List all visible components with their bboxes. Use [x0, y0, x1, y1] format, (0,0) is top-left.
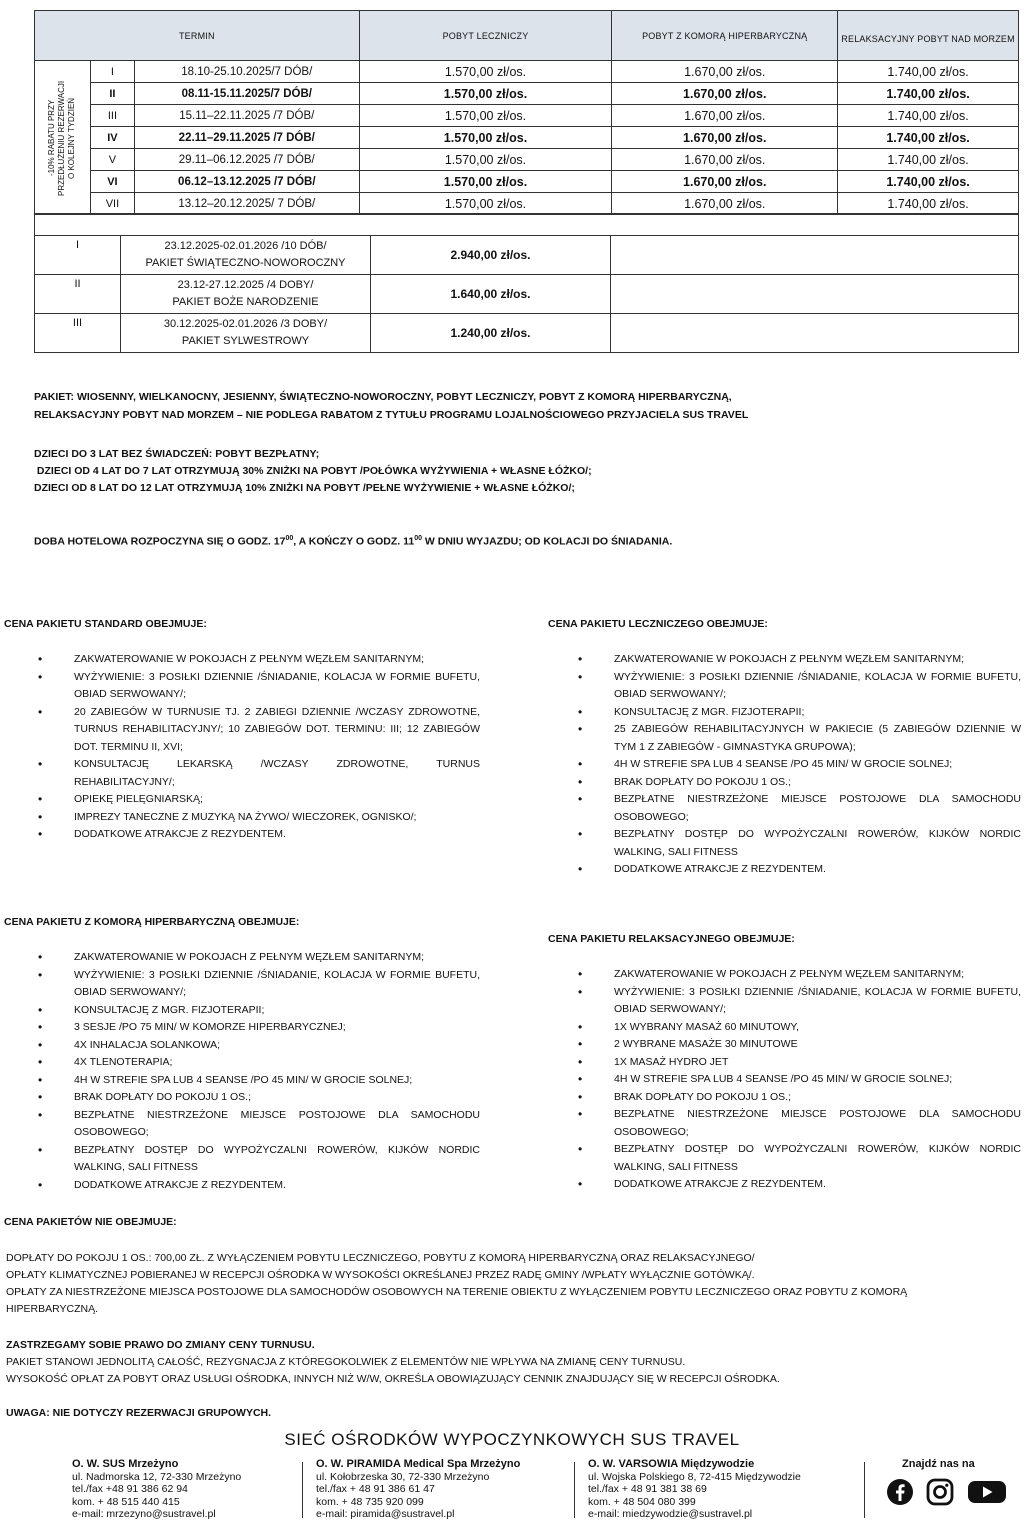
list-item: • BEZPŁATNY DOSTĘP DO WYPOŻYCZALNI ROWERÓW, KIJKÓW NORDIC WALKING, SALI FITNESS — [38, 1142, 480, 1177]
list-item: • BRAK DOPŁATY DO POKOJU 1 OS.; — [578, 774, 1021, 792]
row-term: 15.11–22.11.2025 /7 DÓB/ — [134, 105, 359, 127]
list-item: • KONSULTACJĘ LEKARSKĄ /WCZASY ZDROWOTNE, TURNUS REHABILITACYJNY/; — [38, 756, 480, 791]
row-number: VI — [90, 171, 134, 193]
price-relax: 1.740,00 zł/os. — [838, 193, 1019, 215]
list-item: • 25 ZABIEGÓW REHABILITACYJNYCH W PAKIECIE (5 ZABIEGÓW DZIENNIE W TYM 1 Z ZABIEGÓW - GIMNASTYKA GRUPOWA); — [578, 721, 1021, 756]
holiday-table — [34, 213, 1019, 353]
row-number: III — [90, 105, 134, 127]
header-termin: TERMIN — [35, 11, 360, 61]
price-relax: 1.740,00 zł/os. — [838, 171, 1019, 193]
spacer-row — [35, 214, 1019, 236]
row-term: 06.12–13.12.2025 /7 DÓB/ — [134, 171, 359, 193]
youtube-icon[interactable] — [967, 1478, 1007, 1506]
address-varsowia — [588, 1458, 801, 1521]
footer-title: SIEĆ OŚRODKÓW WYPOCZYNKOWYCH SUS TRAVEL — [284, 1430, 740, 1449]
list-item: • 20 ZABIEGÓW W TURNUSIE TJ. 2 ZABIEGI DZIENNIE /WCZASY ZDROWOTNE, TURNUS REHABILITACYJNY/; 10 ZABIEGÓW DOT. TERMINU: III; 12 ZABIEGÓW DOT. TERMINU II, XVI; — [38, 704, 480, 757]
row-number: III — [35, 314, 121, 353]
header-relax: RELAKSACYJNY POBYT NAD MORZEM — [838, 11, 1019, 61]
table-row — [35, 105, 1019, 127]
kids-note-1: DZIECI DO 3 LAT BEZ ŚWIADCZEŃ: POBYT BEZPŁATNY; — [34, 448, 320, 460]
hotel-day-note — [34, 530, 672, 551]
medical-list — [578, 651, 1021, 879]
address-piramida — [316, 1458, 520, 1521]
address-name: O. W. SUS Mrzeżyno — [72, 1458, 179, 1470]
price-medical: 1.570,00 zł/os. — [359, 127, 612, 149]
package-price: 1.240,00 zł/os. — [371, 314, 611, 353]
list-item: • ZAKWATEROWANIE W POKOJACH Z PEŁNYM WĘZŁEM SANITARNYM; — [578, 966, 1021, 984]
footer-divider — [302, 1462, 303, 1518]
row-term: 18.10-25.10.2025/7 DÓB/ — [134, 61, 359, 83]
footer-divider — [574, 1462, 575, 1518]
list-item: • ZAKWATEROWANIE W POKOJACH Z PEŁNYM WĘZŁEM SANITARNYM; — [578, 651, 1021, 669]
address-lines: ul. Wojska Polskiego 8, 72-415 Międzywodzie tel./fax + 48 91 381 38 69 kom. + 48 504 080 399 e-mail: miedzywodzie@sustravel.pl — [588, 1470, 801, 1520]
package-price: 2.940,00 zł/os. — [371, 236, 611, 275]
list-item: • OPIEKĘ PIELĘGNIARSKĄ; — [38, 791, 480, 809]
term-package: PAKIET BOŻE NARODZENIE — [172, 296, 319, 308]
list-item: • WYŻYWIENIE: 3 POSIŁKI DZIENNIE /ŚNIADANIE, KOLACJA W FORMIE BUFETU, OBIAD SERWOWANY/; — [38, 967, 480, 1002]
hotel-note-part: W DNIU WYJAZDU; OD KOLACJI DO ŚNIADANIA. — [422, 535, 673, 548]
address-lines: ul. Nadmorska 12, 72-330 Mrzeżyno tel./fax +48 91 386 62 94 kom. + 48 515 440 415 e-mail: mrzezyno@sustravel.pl — [72, 1470, 242, 1520]
header-medical: POBYT LECZNICZY — [359, 11, 612, 61]
list-item: • 4X TLENOTERAPIA; — [38, 1054, 480, 1072]
list-item: • 4H W STREFIE SPA LUB 4 SEANSE /PO 45 MIN/ W GROCIE SOLNEJ; — [38, 1072, 480, 1090]
address-name: O. W. VARSOWIA Międzywodzie — [588, 1458, 755, 1470]
price-relax: 1.740,00 zł/os. — [838, 83, 1019, 105]
row-term — [121, 275, 371, 314]
facebook-icon[interactable] — [886, 1478, 914, 1506]
list-item: • KONSULTACJĘ Z MGR. FIZJOTERAPII; — [38, 1002, 480, 1020]
excluded-title: CENA PAKIETÓW NIE OBEJMUJE: — [4, 1216, 177, 1228]
table-row — [35, 171, 1019, 193]
list-item: • 1X MASAŻ HYDRO JET — [578, 1054, 1021, 1072]
price-hyperbaric: 1.670,00 zł/os. — [612, 171, 838, 193]
excluded-text: DOPŁATY DO POKOJU 1 OS.: 700,00 ZŁ. Z WYŁĄCZENIEM POBYTU LECZNICZEGO, POBYTU Z KOMORĄ HIPERBARYCZNĄ ORAZ RELAKSACYJNEGO/ OPŁATY KLIMATYCZNEJ POBIERANEJ W RECEPCJI OŚRODKA W WYSOKOŚCI OKREŚLANEJ PRZEZ RADĘ GMINY /WPŁATY WYŁĄCZNIE GOTÓWKĄ/. OPŁATY ZA NIESTRZEŻONE MIEJSCA POSTOJOWE DLA SAMOCHODÓW OSOBOWYCH NA TERENIE OBIEKTU Z WYŁĄCZENIEM POBYTU LECZNICZEGO ORAZ POBYTU Z KOMORĄ HIPERBARYCZNĄ. — [6, 1252, 908, 1315]
spacer-cell — [35, 214, 1019, 236]
relax-list — [578, 966, 1021, 1194]
term-dates: 30.12.2025-02.01.2026 /3 DOBY/ — [163, 318, 328, 330]
instagram-icon[interactable] — [926, 1478, 954, 1506]
list-item: • 4H W STREFIE SPA LUB 4 SEANSE /PO 45 MIN/ W GROCIE SOLNEJ; — [578, 756, 1021, 774]
price-medical: 1.570,00 zł/os. — [359, 149, 612, 171]
discount-side-label-cell — [35, 61, 91, 215]
list-item: • BEZPŁATNE NIESTRZEŻONE MIEJSCE POSTOJOWE DLA SAMOCHODU OSOBOWEGO; — [38, 1107, 480, 1142]
list-item: • 1X WYBRANY MASAŻ 60 MINUTOWY, — [578, 1019, 1021, 1037]
list-item: • DODATKOWE ATRAKCJE Z REZYDENTEM. — [578, 1176, 1021, 1194]
table-row — [35, 127, 1019, 149]
list-item: • 3 SESJE /PO 75 MIN/ W KOMORZE HIPERBARYCZNEJ; — [38, 1019, 480, 1037]
list-item: • BRAK DOPŁATY DO POKOJU 1 OS.; — [38, 1089, 480, 1107]
list-item: • DODATKOWE ATRAKCJE Z REZYDENTEM. — [38, 1177, 480, 1195]
list-item: • BEZPŁATNY DOSTĘP DO WYPOŻYCZALNI ROWERÓW, KIJKÓW NORDIC WALKING, SALI FITNESS — [578, 1141, 1021, 1176]
group-warning: UWAGA: NIE DOTYCZY REZERWACJI GRUPOWYCH. — [6, 1407, 272, 1419]
list-item: • IMPREZY TANECZNE Z MUZYKĄ NA ŻYWO/ WIECZOREK, OGNISKO/; — [38, 809, 480, 827]
price-medical: 1.570,00 zł/os. — [359, 171, 612, 193]
header-hyperbaric: POBYT Z KOMORĄ HIPERBARYCZNĄ — [612, 11, 838, 61]
list-item: • 4X INHALACJA SOLANKOWA; — [38, 1037, 480, 1055]
price-relax: 1.740,00 zł/os. — [838, 105, 1019, 127]
footer-divider — [864, 1462, 865, 1518]
package-conditions: PAKIET STANOWI JEDNOLITĄ CAŁOŚĆ, REZYGNACJA Z KTÓREGOKOLWIEK Z ELEMENTÓW NIE WPŁYWA NA ZMIANĘ CENY TURNUSU. WYSOKOŚĆ OPŁAT ZA POBYT ORAZ USŁUGI OŚRODKA, INNYCH NIŻ W/W, OKREŚLA OBOWIĄZUJĄCY CENNIK ZNAJDUJĄCY SIĘ W RECEPCJI OŚRODKA. — [6, 1356, 780, 1385]
row-number: V — [90, 149, 134, 171]
list-item: • KONSULTACJĘ Z MGR. FIZJOTERAPII; — [578, 704, 1021, 722]
price-relax: 1.740,00 zł/os. — [838, 149, 1019, 171]
price-hyperbaric: 1.670,00 zł/os. — [612, 61, 838, 83]
price-medical: 1.570,00 zł/os. — [359, 193, 612, 215]
kids-note-2: DZIECI OD 4 LAT DO 7 LAT OTRZYMUJĄ 30% ZNIŻKI NA POBYT /POŁÓWKA WYŻYWIENIA + WŁASNE ŁÓŻKO/; — [34, 465, 592, 477]
list-item: • BEZPŁATNE NIESTRZEŻONE MIEJSCE POSTOJOWE DLA SAMOCHODU OSOBOWEGO; — [578, 1106, 1021, 1141]
empty-cell — [611, 314, 1019, 353]
hotel-note-sup: 00 — [414, 535, 422, 542]
discount-side-label: -10% RABATU PRZY PRZEDŁUŻENIU REZERWACJI O KOLEJNY TYDZIEŃ — [47, 79, 77, 196]
list-item: • WYŻYWIENIE: 3 POSIŁKI DZIENNIE /ŚNIADANIE, KOLACJA W FORMIE BUFETU, OBIAD SERWOWANY/; — [578, 984, 1021, 1019]
list-item: • ZAKWATEROWANIE W POKOJACH Z PEŁNYM WĘZŁEM SANITARNYM; — [38, 651, 480, 669]
list-item: • WYŻYWIENIE: 3 POSIŁKI DZIENNIE /ŚNIADANIE, KOLACJA W FORMIE BUFETU, OBIAD SERWOWANY/; — [578, 669, 1021, 704]
row-number: II — [35, 275, 121, 314]
table-row — [35, 314, 1019, 353]
standard-list — [38, 651, 480, 844]
price-table — [34, 10, 1019, 215]
list-item: • ZAKWATEROWANIE W POKOJACH Z PEŁNYM WĘZŁEM SANITARNYM; — [38, 949, 480, 967]
list-item: • 4H W STREFIE SPA LUB 4 SEANSE /PO 45 MIN/ W GROCIE SOLNEJ; — [578, 1071, 1021, 1089]
table-row — [35, 61, 1019, 83]
hotel-note-sup: 00 — [285, 535, 294, 542]
price-relax: 1.740,00 zł/os. — [838, 127, 1019, 149]
price-hyperbaric: 1.670,00 zł/os. — [612, 193, 838, 215]
address-lines: ul. Kołobrzeska 30, 72-330 Mrzeżyno tel./fax + 48 91 386 61 47 kom. + 48 735 920 099 e-mail: piramida@sustravel.pl — [316, 1470, 490, 1520]
row-term — [121, 236, 371, 275]
table-row — [35, 275, 1019, 314]
table-row — [35, 83, 1019, 105]
table-header-row — [35, 11, 1019, 61]
list-item: • BEZPŁATNY DOSTĘP DO WYPOŻYCZALNI ROWERÓW, KIJKÓW NORDIC WALKING, SALI FITNESS — [578, 826, 1021, 861]
loyalty-note: PAKIET: WIOSENNY, WIELKANOCNY, JESIENNY, ŚWIĄTECZNO-NOWOROCZNY, POBYT LECZNICZY, POBYT Z KOMORĄ HIPERBARYCZNĄ, RELAKSACYJNY POBYT NAD MORZEM – NIE PODLEGA RABATOM Z TYTUŁU PROGRAMU LOJALNOŚCIOWEGO PRZYJACIELA SUS TRAVEL — [34, 391, 749, 421]
row-number: I — [35, 236, 121, 275]
hyperbaric-title: CENA PAKIETU Z KOMORĄ HIPERBARYCZNĄ OBEJMUJE: — [4, 916, 300, 928]
price-medical: 1.570,00 zł/os. — [359, 83, 612, 105]
address-name: O. W. PIRAMIDA Medical Spa Mrzeżyno — [316, 1458, 521, 1470]
list-item: • BEZPŁATNE NIESTRZEŻONE MIEJSCE POSTOJOWE DLA SAMOCHODU OSOBOWEGO; — [578, 791, 1021, 826]
standard-title: CENA PAKIETU STANDARD OBEJMUJE: — [4, 618, 207, 630]
hotel-note-part: DOBA HOTELOWA ROZPOCZYNA SIĘ O GODZ. 17 — [34, 535, 286, 548]
hyperbaric-list — [38, 949, 480, 1194]
empty-cell — [611, 275, 1019, 314]
row-number: II — [90, 83, 134, 105]
social-label: Znajdź nas na — [902, 1458, 975, 1470]
row-term: 22.11–29.11.2025 /7 DÓB/ — [134, 127, 359, 149]
term-package: PAKIET SYLWESTROWY — [181, 335, 310, 347]
table-row — [35, 149, 1019, 171]
row-number: I — [90, 61, 134, 83]
price-hyperbaric: 1.670,00 zł/os. — [612, 127, 838, 149]
hotel-note-part: , A KOŃCZY O GODZ. 11 — [293, 535, 415, 548]
medical-title: CENA PAKIETU LECZNICZEGO OBEJMUJE: — [548, 618, 768, 630]
row-number: IV — [90, 127, 134, 149]
list-item: • BRAK DOPŁATY DO POKOJU 1 OS.; — [578, 1089, 1021, 1107]
address-sus — [72, 1458, 241, 1521]
price-medical: 1.570,00 zł/os. — [359, 61, 612, 83]
list-item: • DODATKOWE ATRAKCJE Z REZYDENTEM. — [38, 826, 480, 844]
price-relax: 1.740,00 zł/os. — [838, 61, 1019, 83]
price-hyperbaric: 1.670,00 zł/os. — [612, 105, 838, 127]
list-item: • WYŻYWIENIE: 3 POSIŁKI DZIENNIE /ŚNIADANIE, KOLACJA W FORMIE BUFETU, OBIAD SERWOWANY/; — [38, 669, 480, 704]
term-dates: 23.12.2025-02.01.2026 /10 DÓB/ — [164, 240, 327, 252]
list-item: • DODATKOWE ATRAKCJE Z REZYDENTEM. — [578, 861, 1021, 879]
price-medical: 1.570,00 zł/os. — [359, 105, 612, 127]
package-price: 1.640,00 zł/os. — [371, 275, 611, 314]
list-item: • 2 WYBRANE MASAŻE 30 MINUTOWE — [578, 1036, 1021, 1054]
relax-title: CENA PAKIETU RELAKSACYJNEGO OBEJMUJE: — [548, 933, 795, 945]
empty-cell — [611, 236, 1019, 275]
table-row — [35, 193, 1019, 215]
kids-note-3: DZIECI OD 8 LAT DO 12 LAT OTRZYMUJĄ 10% ZNIŻKI NA POBYT /PEŁNE WYŻYWIENIE + WŁASNE ŁÓŻKO/; — [34, 482, 575, 494]
row-number: VII — [90, 193, 134, 215]
price-hyperbaric: 1.670,00 zł/os. — [612, 83, 838, 105]
table-row — [35, 236, 1019, 275]
row-term: 08.11-15.11.2025/7 DÓB/ — [134, 83, 359, 105]
price-change-reservation: ZASTRZEGAMY SOBIE PRAWO DO ZMIANY CENY TURNUSU. — [6, 1339, 315, 1351]
term-dates: 23.12-27.12.2025 /4 DOBY/ — [177, 279, 314, 291]
price-hyperbaric: 1.670,00 zł/os. — [612, 149, 838, 171]
row-term — [121, 314, 371, 353]
row-term: 29.11–06.12.2025 /7 DÓB/ — [134, 149, 359, 171]
row-term: 13.12–20.12.2025/ 7 DÓB/ — [134, 193, 359, 215]
term-package: PAKIET ŚWIĄTECZNO-NOWOROCZNY — [145, 257, 346, 269]
